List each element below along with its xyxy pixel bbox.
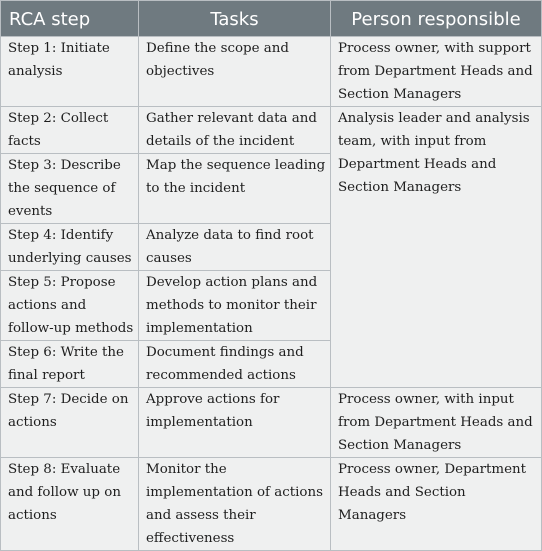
task-cell: Develop action plans and methods to monitor their implementation bbox=[139, 271, 331, 341]
person-cell: Process owner, Department Heads and Section Managers bbox=[331, 458, 542, 551]
table-row bbox=[1, 388, 542, 458]
table-row bbox=[1, 37, 542, 107]
task-cell: Gather relevant data and details of the incident bbox=[139, 107, 331, 154]
step-cell: Step 7: Decide on actions bbox=[1, 388, 139, 458]
person-cell: Process owner, with support from Department Heads and Section Managers bbox=[331, 37, 542, 107]
task-cell: Document findings and recommended actions bbox=[139, 341, 331, 388]
person-cell: Process owner, with input from Department Heads and Section Managers bbox=[331, 388, 542, 458]
header-person-responsible: Person responsible bbox=[331, 1, 542, 37]
step-cell: Step 5: Propose actions and follow-up methods bbox=[1, 271, 139, 341]
table-row bbox=[1, 107, 542, 154]
header-rca-step: RCA step bbox=[1, 1, 139, 37]
task-cell: Analyze data to find root causes bbox=[139, 224, 331, 271]
step-cell: Step 2: Collect facts bbox=[1, 107, 139, 154]
step-cell: Step 6: Write the final report bbox=[1, 341, 139, 388]
step-cell: Step 4: Identify underlying causes bbox=[1, 224, 139, 271]
step-cell: Step 1: Initiate analysis bbox=[1, 37, 139, 107]
task-cell: Define the scope and objectives bbox=[139, 37, 331, 107]
step-cell: Step 3: Describe the sequence of events bbox=[1, 154, 139, 224]
task-cell: Approve actions for implementation bbox=[139, 388, 331, 458]
task-cell: Monitor the implementation of actions and assess their effectiveness bbox=[139, 458, 331, 551]
header-row bbox=[1, 1, 542, 37]
task-cell: Map the sequence leading to the incident bbox=[139, 154, 331, 224]
step-cell: Step 8: Evaluate and follow up on actions bbox=[1, 458, 139, 551]
person-cell: Analysis leader and analysis team, with input from Department Heads and Section Managers bbox=[331, 107, 542, 388]
header-tasks: Tasks bbox=[139, 1, 331, 37]
